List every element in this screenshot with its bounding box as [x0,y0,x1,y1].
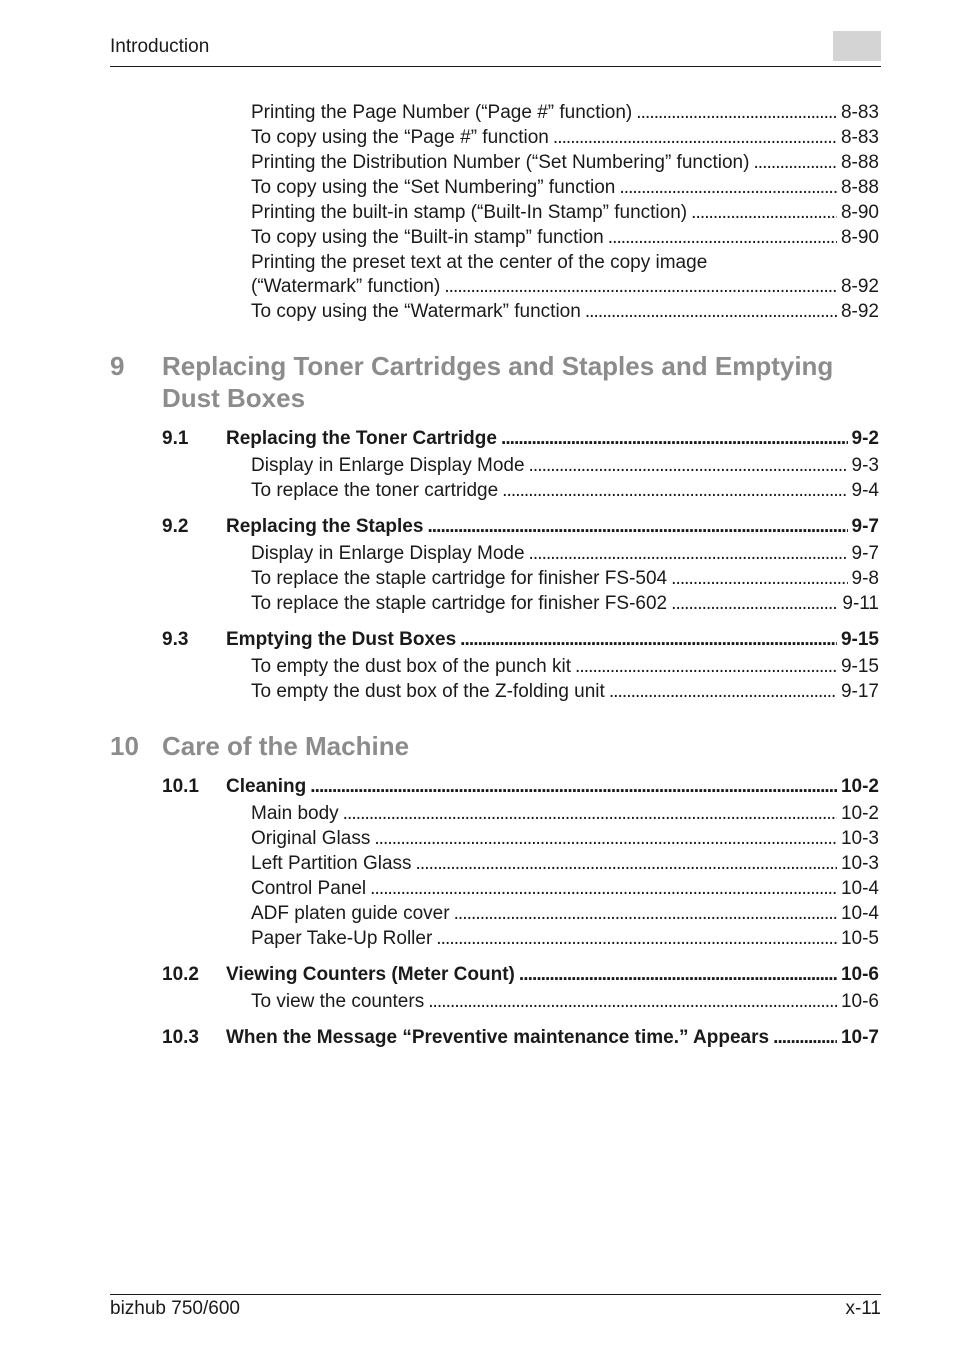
toc-entry[interactable]: Printing the Page Number (“Page #” function) . . . 8-83 [251,100,879,125]
toc-entry[interactable]: Printing the built-in stamp (“Built-In Stamp” function) . . . 8-90 [251,200,879,225]
toc-section[interactable]: 9.1 Replacing the Toner Cartridge . . . 9-2 [162,426,879,451]
toc-entry[interactable]: Display in Enlarge Display Mode . . . 9-3 [251,453,879,478]
toc-entry[interactable]: (“Watermark” function) . . . 8-92 [251,274,879,299]
toc-section[interactable]: 10.2 Viewing Counters (Meter Count) . . . 10-6 [162,962,879,987]
toc-entry[interactable]: Main body . . . 10-2 [251,801,879,826]
toc-entry[interactable]: Original Glass . . . 10-3 [251,826,879,851]
toc-entry[interactable]: To copy using the “Page #” function . . . 8-83 [251,125,879,150]
toc-entry[interactable]: Paper Take-Up Roller . . . 10-5 [251,926,879,951]
toc-entry[interactable]: ADF platen guide cover . . . 10-4 [251,901,879,926]
running-header: Introduction [110,36,210,57]
footer-product: bizhub 750/600 [110,1298,240,1319]
toc-entry[interactable]: To copy using the “Watermark” function . . . 8-92 [251,299,879,324]
toc-entry[interactable]: To copy using the “Built-in stamp” function . . . 8-90 [251,225,879,250]
toc-entry[interactable]: To replace the toner cartridge . . . 9-4 [251,478,879,503]
toc-entry[interactable]: Printing the Distribution Number (“Set Numbering” function) . . . 8-88 [251,150,879,175]
toc-entry[interactable]: Control Panel . . . 10-4 [251,876,879,901]
toc-entry[interactable]: To replace the staple cartridge for finisher FS-504 . . . 9-8 [251,566,879,591]
toc-section[interactable]: 9.2 Replacing the Staples . . . 9-7 [162,514,879,539]
chapter-title-line1: Replacing Toner Cartridges and Staples and Emptying [162,351,834,381]
chapter-title: Care of the Machine [162,731,410,761]
chapter-heading[interactable] [110,350,881,414]
chapter-title-line2: Dust Boxes [162,383,306,413]
toc-entry[interactable]: To replace the staple cartridge for finisher FS-602 . . . 9-11 [251,591,879,616]
toc-entry[interactable]: To empty the dust box of the punch kit . . . 9-15 [251,654,879,679]
toc-section[interactable]: 10.1 Cleaning . . . 10-2 [162,774,879,799]
header-tab-marker [833,31,881,61]
footer-page-number: x-11 [845,1298,881,1319]
toc-section[interactable]: 9.3 Emptying the Dust Boxes . . . 9-15 [162,627,879,652]
toc-entry[interactable]: To empty the dust box of the Z-folding unit . . . 9-17 [251,679,879,704]
chapter-number: 9 [110,351,125,381]
toc-section[interactable]: 10.3 When the Message “Preventive maintenance time.” Appears . . . 10-7 [162,1025,879,1050]
toc-entry-line1[interactable]: Printing the preset text at the center of the copy image [251,252,708,273]
toc-entry[interactable]: Left Partition Glass . . . 10-3 [251,851,879,876]
chapter-heading[interactable] [110,730,881,762]
toc-entry[interactable]: Display in Enlarge Display Mode . . . 9-7 [251,541,879,566]
chapter-number: 10 [110,731,139,761]
header-rule [110,66,881,67]
toc-entry[interactable]: To copy using the “Set Numbering” function . . . 8-88 [251,175,879,200]
footer-rule [110,1294,881,1295]
toc-entry[interactable]: To view the counters . . . 10-6 [251,989,879,1014]
